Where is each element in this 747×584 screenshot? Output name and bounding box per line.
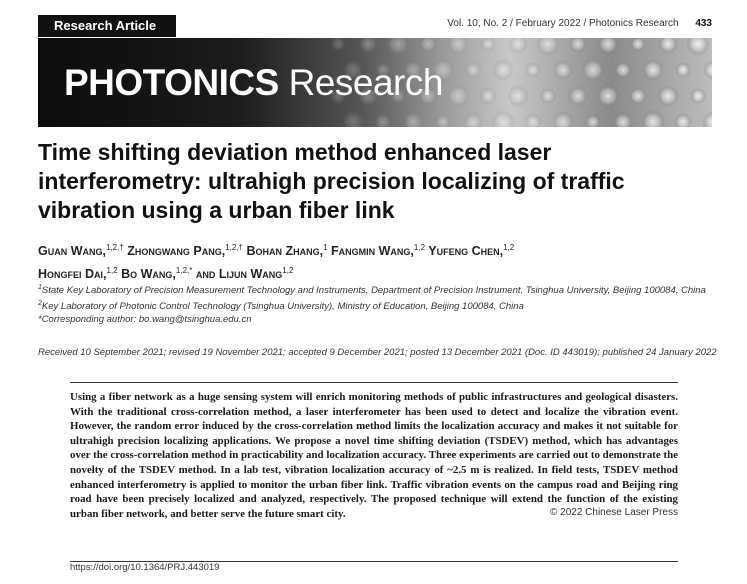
banner-dot: [585, 114, 601, 127]
banner-dot: [507, 85, 529, 107]
author-affiliation-mark: 1,2: [413, 243, 426, 252]
author-affiliation-mark: 1,2: [106, 266, 118, 275]
affiliation-line: [38, 281, 718, 297]
abstract-text: Using a fiber network as a huge sensing system will enrich monitoring methods of public infrastructures and geological disasters. With the traditional cross-correlation method, a laser interferometer has been used to detect and localize the vibration event. However, the random error induced by the cross-correlation method limits the localization accuracy and makes it not suitable for ultrahigh precision localizing applications. We propose a novel time shifting deviation (TSDEV) method, which has advantages over the cross-correlation method in practicability and localization accuracy. Three experiments are carried out to demonstrate the novelty of the TSDEV method. In a lab test, vibration localization accuracy of ~2.5 m is realized. In field tests, TSDEV method enhanced interferometry is applied to monitor the urban fiber link. Traffic vibration events on the campus road and Beijing ring road have been precisely localized and analyzed, respectively. The proposed technique will extend the function of the existing urban fiber network, and better serve the future smart city.: [70, 391, 678, 520]
banner-dot: [330, 38, 346, 52]
banner-dot: [581, 58, 605, 82]
banner-dot: [386, 38, 410, 56]
author-affiliation-mark: 1,2: [503, 243, 515, 252]
affiliation-mark: 1: [38, 284, 42, 291]
banner-dot: [540, 88, 556, 104]
banner-dot: [569, 38, 587, 53]
banner-dot: [419, 38, 437, 53]
banner-dot: [536, 38, 560, 56]
banner-dot: [464, 61, 482, 79]
banner-dot: [630, 38, 646, 52]
banner-dot: [658, 38, 678, 54]
banner-dot: [629, 87, 647, 105]
banner-dot: [703, 60, 712, 80]
journal-volume-info: Vol. 10, No. 2 / February 2022 / Photonics Research: [447, 18, 679, 29]
banner-dot: [492, 59, 514, 81]
publication-dates: Received 10 September 2021; revised 19 November 2021; accepted 9 December 2021; posted 13 December 2021 (Doc. ID 443019); published 24 January 2022: [38, 347, 717, 358]
author-affiliation-mark: 1,2,†: [105, 243, 124, 252]
banner-dot: [641, 110, 665, 127]
banner-dot: [508, 38, 528, 54]
journal-logo: [64, 62, 443, 104]
doi-link[interactable]: https://doi.org/10.1364/PRJ.443019: [70, 562, 220, 573]
logo-word-research: Research: [288, 62, 443, 103]
author-name: and Lijun Wang: [195, 267, 283, 281]
journal-meta: [447, 18, 712, 29]
author-name: Guan Wang,: [38, 244, 106, 258]
banner-dot: [480, 38, 496, 52]
banner-dot: [435, 114, 451, 127]
author-affiliation-mark: 1,2,†: [225, 243, 243, 252]
affiliations: [38, 281, 718, 326]
author-affiliation-mark: 1,2,*: [175, 266, 193, 275]
affiliation-text: State Key Laboratory of Precision Measurement Technology and Instruments, Department of Precision Instrument, Tsinghua University, Beijing 100084, China: [41, 285, 706, 296]
author-name: Fangmin Wang,: [331, 244, 414, 258]
author-affiliation-mark: 1,2: [282, 266, 294, 275]
banner-dot: [447, 38, 469, 55]
logo-word-photonics: PHOTONICS: [64, 62, 279, 103]
abstract-box: [70, 382, 678, 562]
banner-dot: [524, 113, 542, 127]
author-name: Hongfei Dai,: [38, 267, 107, 281]
banner-dot: [690, 88, 706, 104]
banner-dot: [491, 110, 515, 127]
author-name: Zhongwang Pang,: [127, 244, 226, 258]
affiliation-line: [38, 297, 718, 313]
journal-header: [38, 15, 712, 37]
banner-dot: [613, 112, 633, 127]
banner-dot: [525, 62, 541, 78]
banner-dot: [702, 111, 712, 127]
banner-dot: [358, 38, 378, 54]
affiliation-mark: 2: [38, 300, 42, 307]
article-type-badge: Research Article: [38, 15, 176, 37]
banner-dot: [341, 110, 365, 127]
banner-dot: [568, 86, 588, 106]
author-name: Bo Wang,: [121, 267, 176, 281]
banner-dot: [374, 113, 392, 127]
banner-dot: [479, 87, 497, 105]
author-name: Bohan Zhang,: [246, 244, 324, 258]
journal-banner: [38, 38, 712, 127]
affiliation-line: [38, 313, 718, 326]
banner-dot: [642, 59, 664, 81]
article-title: Time shifting deviation method enhanced laser interferometry: ultrahigh precision localizing of traffic vibration using a urban fiber link: [38, 139, 625, 223]
affiliation-text: *Corresponding author: bo.wang@tsinghua.edu.cn: [38, 314, 252, 325]
banner-dot: [657, 85, 679, 107]
author-name: Yufeng Chen,: [428, 244, 504, 258]
copyright-notice: © 2022 Chinese Laser Press: [550, 506, 678, 518]
banner-dot: [675, 62, 691, 78]
banner-dot: [402, 111, 424, 127]
banner-dot: [553, 60, 573, 80]
banner-dot: [552, 111, 574, 127]
banner-dot: [596, 84, 620, 108]
affiliation-text: Key Laboratory of Photonic Control Technology (Tsinghua University), Ministry of Education, Beijing 100084, China: [41, 301, 524, 312]
banner-dot: [614, 61, 632, 79]
banner-dot: [686, 38, 710, 56]
banner-dot: [674, 113, 692, 127]
author-list: [38, 238, 718, 284]
banner-dot: [463, 112, 483, 127]
banner-dot: [597, 38, 619, 55]
banner-dot: [446, 84, 470, 108]
page-number: 433: [695, 18, 712, 29]
author-affiliation-mark: 1: [323, 243, 328, 252]
